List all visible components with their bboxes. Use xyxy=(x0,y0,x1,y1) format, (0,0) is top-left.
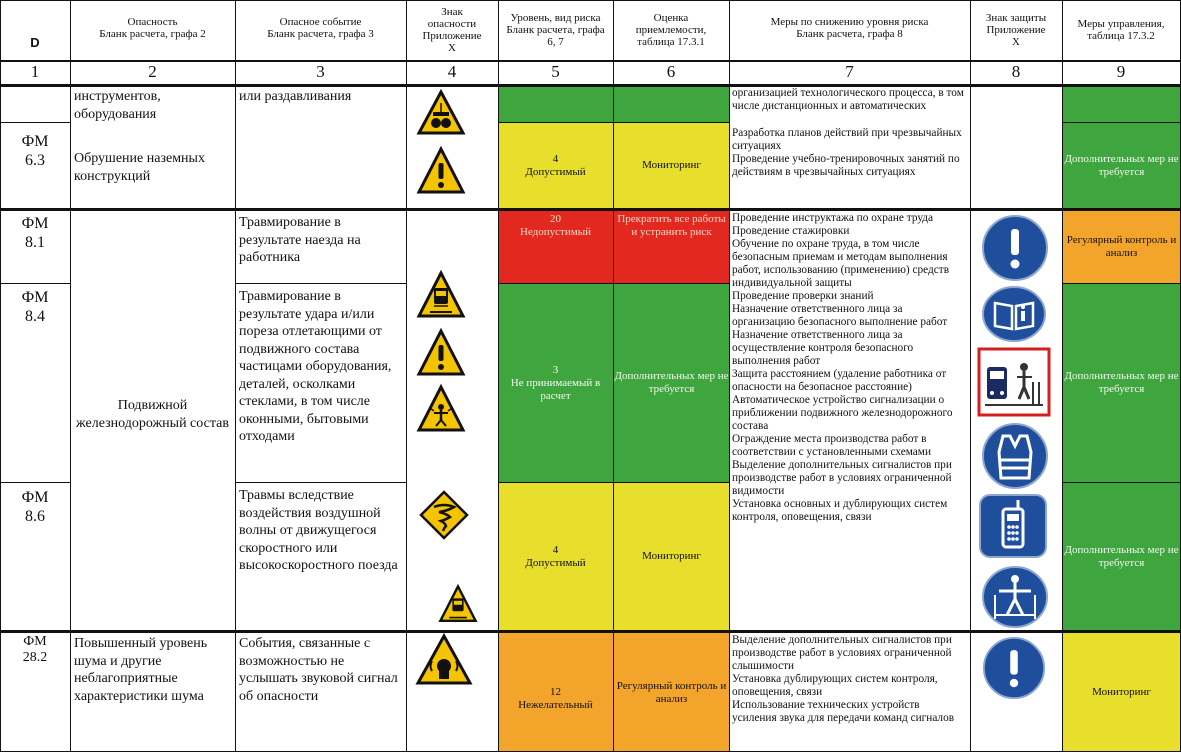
air-wave-warning-icon xyxy=(419,490,469,540)
grid-line xyxy=(1062,482,1181,483)
grid-line xyxy=(498,0,499,752)
column-number-8: 8 xyxy=(1011,62,1021,81)
fm282-hazard: Повышенный уровень шума и другие неблагоприятные характеристики шума xyxy=(74,636,208,704)
fm282-level: 12 Нежелательный xyxy=(498,633,613,752)
header-acceptability: Оценка приемлемости, таблица 17.3.1 xyxy=(635,12,707,48)
top-measures: организацией технологического процесса, в том числе дистанционных и автоматических xyxy=(732,87,964,112)
grid-line xyxy=(498,283,730,284)
top-event: или раздавливания xyxy=(239,89,352,104)
top-hazard: инструментов, оборудования xyxy=(74,89,161,122)
fm84-code: ФМ 8.4 xyxy=(21,289,49,325)
header-measures: Меры по снижению уровня риска Бланк расчета, графа 8 xyxy=(770,16,929,40)
header-d: D xyxy=(30,34,40,50)
grid-line xyxy=(0,0,1,752)
grid-line xyxy=(0,208,1181,211)
mandatory-action-icon xyxy=(981,214,1049,282)
grid-line xyxy=(0,482,70,483)
grid-line xyxy=(1062,0,1063,752)
column-number-9: 9 xyxy=(1116,62,1126,81)
fm282-control: Мониторинг xyxy=(1062,633,1181,752)
grid-line xyxy=(1062,122,1181,123)
general-warning-icon xyxy=(416,328,466,378)
fm282-code: ФМ 28.2 xyxy=(22,634,48,665)
grid-line xyxy=(1062,283,1181,284)
fm81-level: 20 Недопустимый xyxy=(498,211,613,283)
grid-line xyxy=(970,0,971,752)
fm63-code: ФМ 6.3 xyxy=(21,133,49,169)
header-protection-sign: Знак защиты Приложение Х xyxy=(985,12,1047,48)
read-instructions-icon xyxy=(981,285,1047,343)
column-number-1: 1 xyxy=(30,62,40,81)
fm81-event: Травмирование в результате наезда на работника xyxy=(239,215,361,265)
fm84-level: 3 Не принимаемый в расчет xyxy=(498,284,613,482)
fm282-accept: Регулярный контроль и анализ xyxy=(614,633,729,752)
fm63-measures: Разработка планов действий при чрезвычайных ситуациях Проведение учебно-тренировочных занятий по действиям в чрезвычайных ситуациях xyxy=(732,127,962,178)
header-event: Опасное событие Бланк расчета, графа 3 xyxy=(267,16,374,40)
fm86-event: Травмы вследствие воздействия воздушной волны от движущегося скоростного или высокоскоростного поезда xyxy=(239,488,398,573)
general-warning-icon xyxy=(416,146,466,196)
fm63-accept: Мониторинг xyxy=(614,123,729,208)
fm282-event: События, связанные с возможностью не услышать звуковой сигнал об опасности xyxy=(239,636,398,704)
column-number-7: 7 xyxy=(845,62,854,81)
fm81-code: ФМ 8.1 xyxy=(21,215,49,251)
noise-warning-icon xyxy=(415,633,473,687)
train-stop-sign-icon xyxy=(977,347,1051,417)
header-control: Меры управления, таблица 17.3.2 xyxy=(1077,18,1165,42)
rail-measures: Проведение инструктажа по охране труда Проведение стажировки Обучение по охране труда, в том числе безопасным приемам и методам выполнения работ, использованию (применению) средств индивидуальной защиты Проведение проверки знаний Назначение ответственного лица за организацию безопасного выполнение работ Назначение ответственного лица за осуществление контроля безопасного выполнения работ Защита расстоянием (удаление работника от опасности на безопасное расстояние) Автоматическое устройство сигнализации о приближении подвижного железнодорожного состава Ограждение места производства работ в соответствии с установленными схемами Выделение дополнительных сигналистов при производстве работ в условиях ограниченной видимости Установка основных и дублирующих систем контроля, оповещения, связи xyxy=(732,212,953,523)
fm63-hazard: Обрушение наземных конструкций xyxy=(74,151,205,184)
railway-warning-icon xyxy=(416,270,466,320)
fm84-event: Травмирование в результате удара и/или пореза отлетающими от подвижного состава частицами оборудования, деталей, осколками стеклами, в том числе оконными, бытовыми отходами xyxy=(239,289,392,444)
falling-debris-warning-icon xyxy=(416,384,466,434)
fm86-control: Дополнительных мер не требуется xyxy=(1062,483,1181,630)
fm86-accept: Мониторинг xyxy=(614,483,729,630)
falling-load-warning-icon xyxy=(416,89,466,137)
fm86-level: 4 Допустимый xyxy=(498,483,613,630)
grid-line xyxy=(406,0,407,752)
column-number-3: 3 xyxy=(316,62,325,81)
column-number-6: 6 xyxy=(666,62,676,81)
fm81-accept: Прекратить все работы и устранить риск xyxy=(614,211,729,283)
cell-top-control xyxy=(1062,87,1181,122)
mandatory-action-icon xyxy=(982,636,1046,700)
grid-line xyxy=(498,122,730,123)
fm84-control: Дополнительных мер не требуется xyxy=(1062,284,1181,482)
railway-hazard: Подвижной железнодорожный состав xyxy=(76,398,229,431)
column-number-2: 2 xyxy=(148,62,157,81)
fm63-control: Дополнительных мер не требуется xyxy=(1062,123,1181,208)
grid-line xyxy=(0,0,1181,1)
grid-line xyxy=(0,122,70,123)
hi-vis-vest-icon xyxy=(981,422,1049,490)
fm84-accept: Дополнительных мер не требуется xyxy=(614,284,729,482)
grid-line xyxy=(498,482,730,483)
radio-communication-icon xyxy=(978,493,1048,559)
fm282-measures: Выделение дополнительных сигналистов при производстве работ в условиях ограниченной слышимости Установка дублирующих систем контроля, оповещения, связи Использование технических устройств усиления звука для передачи команд сигналов xyxy=(732,634,955,724)
fm63-level: 4 Допустимый xyxy=(498,123,613,208)
railway-warning-icon xyxy=(438,584,478,624)
header-hazard-sign: Знак опасности Приложение Х xyxy=(422,6,482,54)
header-hazard: Опасность Бланк расчета, графа 2 xyxy=(99,16,206,40)
grid-line xyxy=(613,0,614,752)
cell-top-level xyxy=(498,87,613,122)
cell-top-accept xyxy=(614,87,729,122)
barrier-icon xyxy=(981,565,1049,629)
fm86-code: ФМ 8.6 xyxy=(21,489,49,525)
grid-line xyxy=(235,482,407,483)
column-number-4: 4 xyxy=(447,62,457,81)
grid-line xyxy=(0,283,70,284)
column-number-5: 5 xyxy=(551,62,560,81)
grid-line xyxy=(235,283,407,284)
header-risk-level: Уровень, вид риска Бланк расчета, графа 6, 7 xyxy=(506,12,605,48)
fm81-control: Регулярный контроль и анализ xyxy=(1062,211,1181,283)
